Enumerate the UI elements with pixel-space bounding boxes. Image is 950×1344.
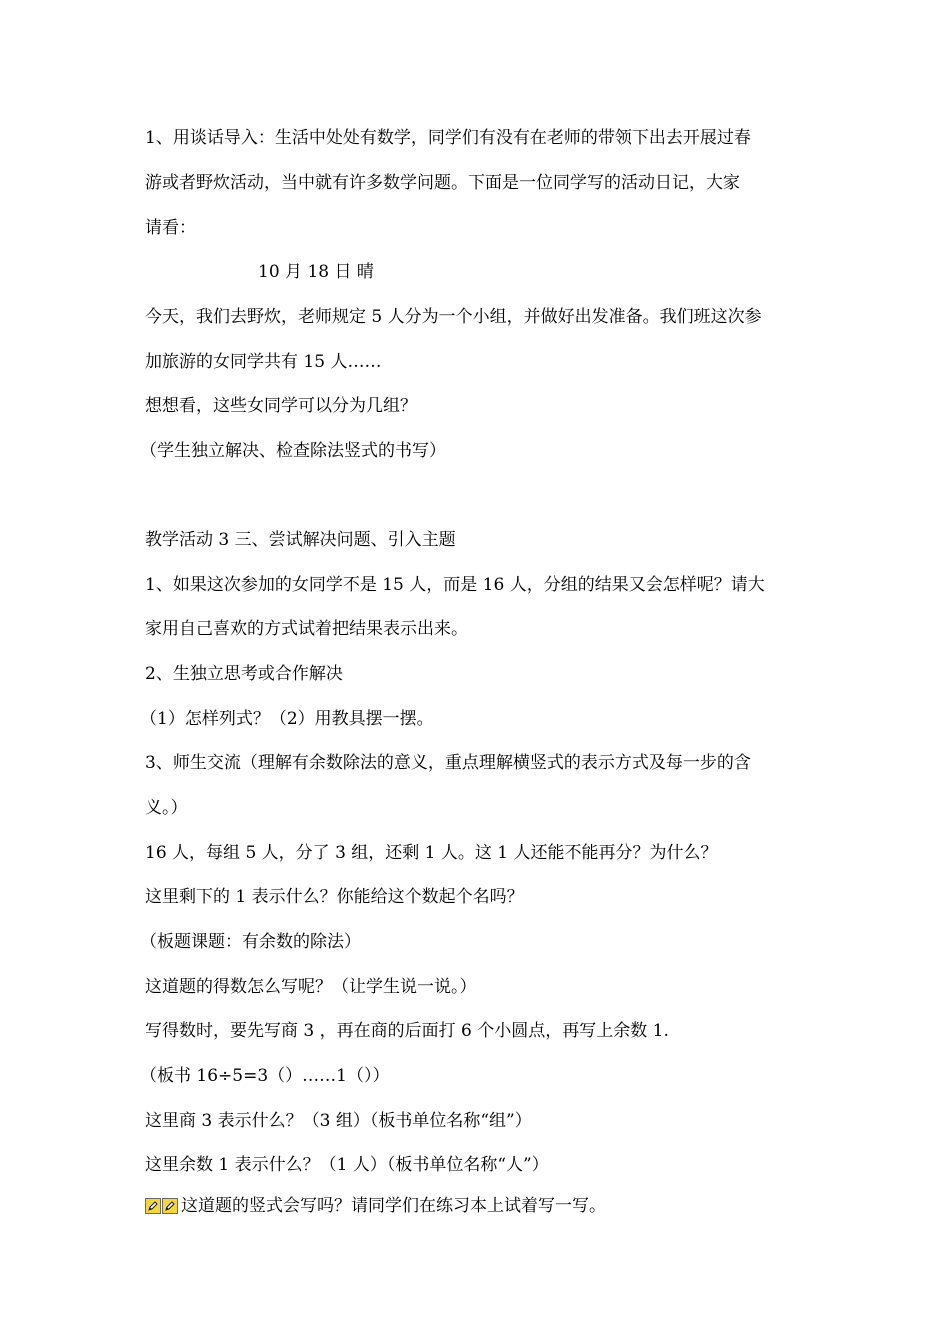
paragraph-line: 家用自己喜欢的方式试着把结果表示出来。 (145, 619, 468, 639)
paragraph-line: 这里剩下的 1 表示什么？你能给这个数起个名吗？ (145, 887, 524, 907)
paragraph-line: 这里商 3 表示什么？（3 组）（板书单位名称“组”） (145, 1111, 532, 1131)
paragraph-line-with-icons (145, 1195, 606, 1220)
paragraph-line: （板题课题：有余数的除法） (140, 932, 361, 952)
paragraph-line: 请看： (145, 218, 196, 238)
paragraph-line: 这里余数 1 表示什么？（1 人）（板书单位名称“人”） (145, 1155, 549, 1175)
paragraph-line: （1）怎样列式？（2）用教具摆一摆。 (140, 709, 434, 729)
paragraph-line: 3、师生交流（理解有余数除法的意义，重点理解横竖式的表示方式及每一步的含 (145, 753, 751, 773)
icon-group (145, 1198, 179, 1220)
diary-date: 10 月 18 日 晴 (258, 262, 374, 282)
paragraph-line: 16 人，每组 5 人，分了 3 组，还剩 1 人。这 1 人还能不能再分？为什么？ (145, 843, 718, 863)
paragraph-line: 这道题的得数怎么写呢？（让学生说一说。） (145, 977, 477, 997)
pencil-icon (145, 1198, 161, 1214)
pencil-icon (162, 1198, 178, 1214)
section-heading: 教学活动 3 三、尝试解决问题、引入主题 (145, 530, 456, 550)
paragraph-line: 1、用谈话导入：生活中处处有数学，同学们有没有在老师的带领下出去开展过春 (145, 128, 751, 148)
paragraph-line: 加旅游的女同学共有 15 人…… (145, 352, 382, 372)
paragraph-line: 写得数时，要先写商 3 ，再在商的后面打 6 个小圆点，再写上余数 1. (145, 1021, 669, 1041)
paragraph-line: 义。） (145, 798, 188, 818)
paragraph-line: 2、生独立思考或合作解决 (145, 664, 343, 684)
paragraph-line: （板书 16÷5=3（）……1（）） (140, 1066, 390, 1086)
paragraph-line: 游或者野炊活动，当中就有许多数学问题。下面是一位同学写的活动日记，大家 (145, 173, 740, 193)
paragraph-text: 这道题的竖式会写吗？请同学们在练习本上试着写一写。 (181, 1196, 606, 1216)
paragraph-line: 想想看，这些女同学可以分为几组？ (145, 396, 417, 416)
paragraph-line: 今天，我们去野炊，老师规定 5 人分为一个小组，并做好出发准备。我们班这次参 (145, 307, 762, 327)
paragraph-line: 1、如果这次参加的女同学不是 15 人，而是 16 人，分组的结果又会怎样呢？请大 (145, 575, 765, 595)
paragraph-line: （学生独立解决、检查除法竖式的书写） (140, 441, 446, 461)
